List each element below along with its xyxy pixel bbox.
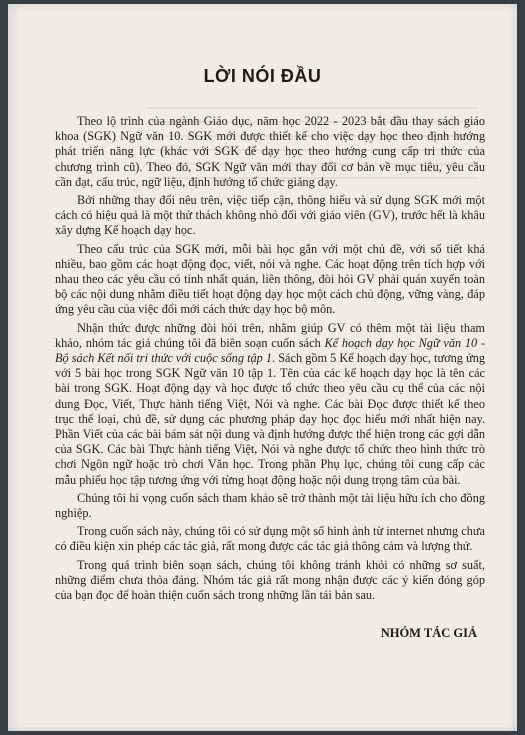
author-signature: NHÓM TÁC GIẢ bbox=[380, 626, 477, 640]
paragraph-text: . Sách gồm 5 Kế hoạch dạy học, tương ứng với 5 bài học trong SGK Ngữ văn 10 tập 1. Tên của các kế hoạch dạy học là tên các bài trong SGK. Hoạt động dạy và học được tổ chức theo yêu cầu cụ thể của các nội dung Đọc, Viết, Thực hành tiếng Việt, Nói và nghe. Các bài Đọc được thiết kế theo trục thể loại, chủ đề, sử dụng các phương pháp dạy học đọc hiểu mới nhất hiện nay. Phần Viết của các bài bám sát nội dung và định hướng được thể hiện trong các gợi dẫn của SGK. Các bài Thực hành tiếng Việt, Nói và nghe được tổ chức theo hình thức trò chơi Ngôn ngữ hoặc trò chơi Văn học. Trong phần Phụ lục, chúng tôi cung cấp các mẫu phiếu học tập tương ứng với từng hoạt động hoặc nội dung trọng tâm của bài. bbox=[55, 351, 485, 487]
preface-paragraph bbox=[55, 321, 485, 488]
preface-body bbox=[55, 114, 485, 603]
preface-paragraph bbox=[55, 558, 485, 604]
page-title: LỜI NÓI ĐẦU bbox=[203, 66, 322, 86]
paragraph-text: Trong quá trình biên soạn sách, chúng tôi không tránh khỏi có những sơ suất, những điểm chưa thỏa đáng. Nhóm tác giả rất mong nhận được các ý kiến đóng góp của bạn đọc để hoàn thiện cuốn sách trong những lần tái bản sau. bbox=[55, 557, 485, 603]
paragraph-text: Theo cấu trúc của SGK mới, mỗi bài học gắn với một chủ đề, với số tiết khá nhiều, bao gồm các hoạt động đọc, viết, nói và nghe. Các hoạt động trên tích hợp với nhau theo các yêu cầu có tính nhất quán, liên thông, đòi hỏi GV phải quán xuyến toàn bộ các nội dung nhằm điều tiết hoạt động dạy học một cách chủ động, vững vàng, đáp ứng yêu cầu của việc đổi mới cách thức dạy học bộ môn. bbox=[55, 241, 485, 317]
book-title-text: Kế hoạch dạy học Ngữ văn 10 - Bộ sách Kết nối tri thức với cuộc sống tập 1 bbox=[55, 335, 485, 366]
paragraph-text: Theo lộ trình của ngành Giáo dục, năm học 2022 - 2023 bắt đầu thay sách giáo khoa (SGK) Ngữ văn 10. SGK mới được thiết kế cho việc dạy học theo định hướng phát triển năng lực (khác với SGK để dạy học theo hướng cung cấp tri thức của chương trình cũ). Theo đó, SGK Ngữ văn mới thay đổi cơ bản về mục tiêu, yêu cầu cần đạt, cấu trúc, ngữ liệu, định hướng tổ chức giảng dạy. bbox=[55, 114, 485, 189]
paragraph-text: Bởi những thay đổi nêu trên, việc tiếp cận, thông hiểu và sử dụng SGK mới một cách có hiệu quả là một thử thách không nhỏ đối với giáo viên (GV), trước hết là khâu xây dựng Kế hoạch dạy học. bbox=[55, 193, 485, 238]
preface-paragraph bbox=[55, 491, 485, 521]
preface-paragraph bbox=[55, 524, 485, 554]
paragraph-text: Chúng tôi hi vọng cuốn sách tham khảo sẽ trở thành một tài liệu hữu ích cho đồng nghiệp. bbox=[55, 490, 485, 521]
preface-paragraph bbox=[55, 114, 485, 190]
paragraph-text: Trong cuốn sách này, chúng tôi có sử dụng một số hình ảnh từ internet nhưng chưa có điều kiện xin phép các tác giả, rất mong được các tác giả thông cảm và lượng thứ. bbox=[55, 524, 485, 554]
preface-paragraph bbox=[55, 242, 485, 318]
book-page bbox=[8, 4, 517, 731]
preface-paragraph bbox=[55, 193, 485, 239]
paragraph-text: Nhận thức được những đòi hỏi trên, nhằm giúp GV có thêm một tài liệu tham khảo, nhóm tác giả chúng tôi đã biên soạn cuốn sách bbox=[55, 320, 485, 350]
